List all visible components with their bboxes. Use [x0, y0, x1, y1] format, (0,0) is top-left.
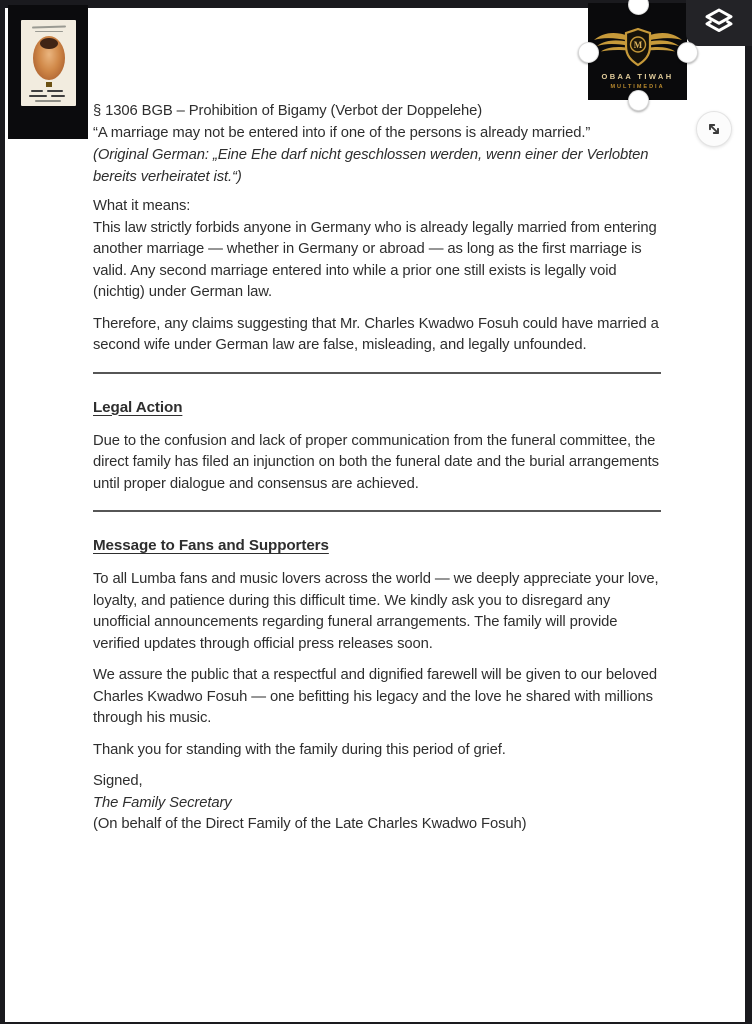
resize-button[interactable]: [696, 111, 732, 147]
toolbar-corner: [686, 0, 752, 46]
poster-crest: [46, 82, 52, 87]
diagonal-resize-arrow-icon: [705, 120, 723, 138]
logo-monogram: M: [633, 40, 643, 50]
funeral-poster-thumbnail: [21, 20, 76, 106]
message-paragraph-3: Thank you for standing with the family during this period of grief.: [93, 741, 506, 758]
doc-title: § 1306 BGB – Prohibition of Bigamy (Verbot der Doppelehe): [93, 103, 483, 119]
signature-signed: Signed,: [93, 773, 143, 789]
section-divider: [93, 372, 661, 374]
poster-caption-text: [29, 95, 47, 97]
legal-action-heading: Legal Action: [93, 398, 183, 416]
poster-script-text: [35, 31, 63, 33]
poster-thumbnail-layer[interactable]: [8, 5, 88, 139]
what-it-means-label: What it means:: [93, 198, 191, 214]
message-paragraph-1: To all Lumba fans and music lovers across the world — we deeply appreciate your love, loyalty, and patience during this difficult time. We kindly ask you to disregard any unofficial announcements regarding funeral arrangements. The family will provide verified updates through official press releases soon.: [93, 571, 659, 652]
signature-on-behalf: (On behalf of the Direct Family of the Late Charles Kwadwo Fosuh): [93, 816, 527, 832]
layers-icon[interactable]: [703, 6, 735, 38]
selection-handle-left[interactable]: [578, 42, 599, 63]
message-heading: Message to Fans and Supporters: [93, 537, 329, 554]
doc-original-german: (Original German: „Eine Ehe darf nicht geschlossen werden, wenn einer der Verlobten bereits verheiratet ist.“): [93, 147, 649, 185]
logo-name: OBAA TIWAH: [601, 72, 674, 81]
conclusion-paragraph: Therefore, any claims suggesting that Mr. Charles Kwadwo Fosuh could have married a second wife under German law are false, misleading, and legally unfounded.: [93, 315, 659, 353]
what-it-means-body: This law strictly forbids anyone in Germany who is already legally married from entering another marriage — whether in Germany or abroad — as long as the first marriage is valid. Any second marriage entered into while a prior one still exists is legally void (nichtig) under German law.: [93, 219, 657, 300]
poster-script-text: [32, 25, 66, 28]
poster-caption-text: [47, 90, 63, 92]
poster-caption-text: [51, 95, 65, 97]
logo-emblem-icon: [592, 25, 684, 69]
poster-caption-text: [31, 90, 43, 92]
document-page: [5, 8, 745, 1022]
portrait-hair: [40, 38, 58, 49]
selection-handle-bottom[interactable]: [628, 90, 649, 111]
message-paragraph-2: We assure the public that a respectful and dignified farewell will be given to our beloved Charles Kwadwo Fosuh — one befitting his legacy and the love he shared with millions through his music.: [93, 667, 658, 726]
signature-name: The Family Secretary: [93, 794, 232, 811]
doc-quote: “A marriage may not be entered into if one of the persons is already married.”: [93, 125, 591, 141]
section-divider: [93, 510, 661, 512]
portrait-photo: [33, 36, 65, 80]
poster-caption-text: [35, 100, 61, 102]
selection-handle-right[interactable]: [677, 42, 698, 63]
logo-watermark-layer[interactable]: [588, 3, 687, 100]
logo-subtitle: MULTIMEDIA: [610, 84, 665, 90]
legal-action-body: Due to the confusion and lack of proper communication from the funeral committee, the direct family has filed an injunction on both the funeral date and the burial arrangements until proper dialogue and consensus are achieved.: [93, 432, 659, 492]
document-text: [93, 100, 661, 836]
